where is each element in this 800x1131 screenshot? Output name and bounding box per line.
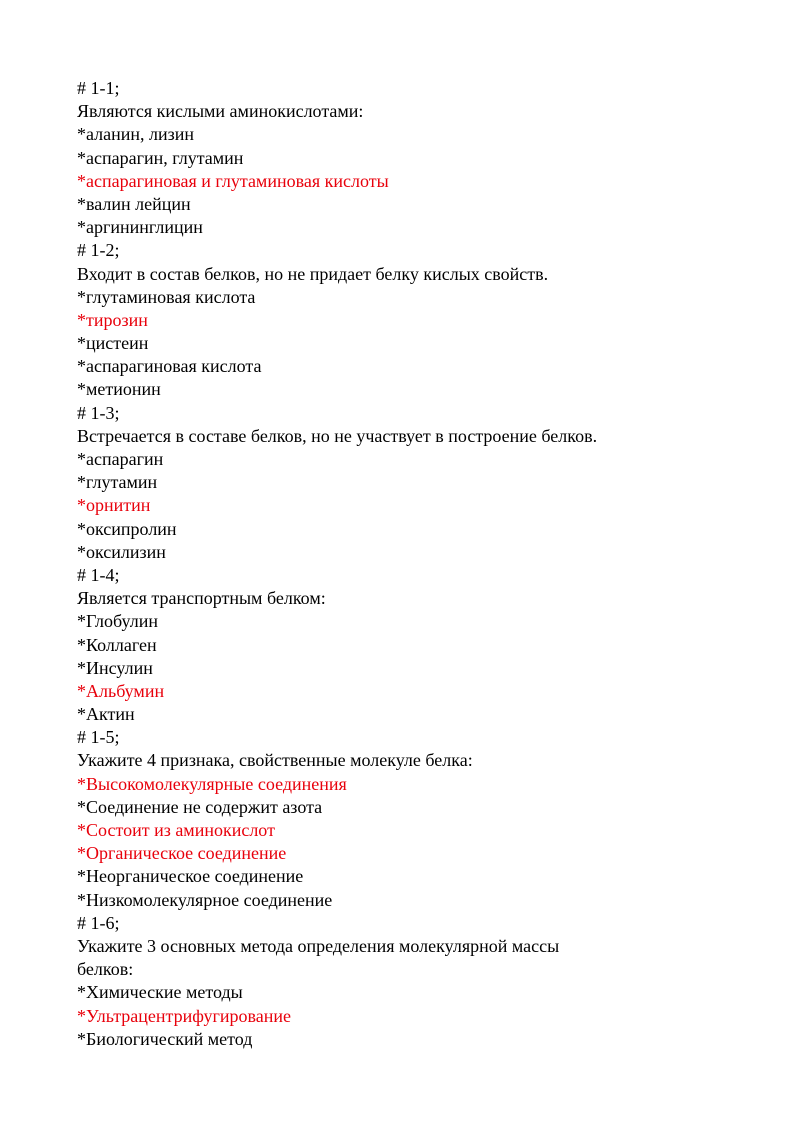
answer-option: *метионин <box>77 379 161 400</box>
answer-option: *аспарагин, глутамин <box>77 147 244 168</box>
question-number: # 1-4; <box>77 564 120 585</box>
answer-option: *цистеин <box>77 333 149 354</box>
answer-option: *оксилизин <box>77 541 166 562</box>
answer-option: *оксипролин <box>77 518 177 539</box>
document-body <box>77 77 737 1051</box>
answer-option-correct: *Органическое соединение <box>77 843 287 864</box>
answer-option-correct: *Альбумин <box>77 680 165 701</box>
question-text: Входит в состав белков, но не придает белку кислых свойств. <box>77 263 549 284</box>
answer-option: *валин лейцин <box>77 193 191 214</box>
answer-option-correct: *орнитин <box>77 495 151 516</box>
answer-option-correct: *Состоит из аминокислот <box>77 820 275 840</box>
answer-option-correct: *Высокомолекулярные соединения <box>77 773 347 794</box>
question-text: Укажите 3 основных метода определения молекулярной массы <box>77 935 560 956</box>
answer-option: *аспарагин <box>77 449 164 469</box>
question-number: # 1-1; <box>77 78 120 98</box>
answer-option: *Биологический метод <box>77 1028 253 1049</box>
answer-option: *Глобулин <box>77 611 158 632</box>
question-text: Является транспортным белком: <box>77 588 326 609</box>
answer-option: *Актин <box>77 704 135 725</box>
answer-option: *глутамин <box>77 472 158 493</box>
answer-option: *аспарагиновая кислота <box>77 356 262 377</box>
question-number: # 1-5; <box>77 727 120 748</box>
question-text: белков: <box>77 959 134 980</box>
answer-option: *Низкомолекулярное соединение <box>77 889 333 910</box>
question-text: Являются кислыми аминокислотами: <box>77 101 364 122</box>
question-number: # 1-2; <box>77 240 120 261</box>
answer-option: *аргининглицин <box>77 217 203 238</box>
answer-option-correct: *аспарагиновая и глутаминовая кислоты <box>77 170 389 191</box>
answer-option: *Коллаген <box>77 634 157 655</box>
answer-option: *Химические методы <box>77 982 243 1003</box>
answer-option: *Неорганическое соединение <box>77 866 304 887</box>
question-text: Встречается в составе белков, но не участвует в построение белков. <box>77 425 598 446</box>
question-number: # 1-3; <box>77 402 120 423</box>
answer-option-correct: *Ультрацентрифугирование <box>77 1005 292 1026</box>
answer-option: *Инсулин <box>77 657 153 678</box>
answer-option: *аланин, лизин <box>77 124 195 145</box>
answer-option-correct: *тирозин <box>77 309 148 330</box>
answer-option: *глутаминовая кислота <box>77 286 256 307</box>
answer-option: *Соединение не содержит азота <box>77 796 323 817</box>
question-number: # 1-6; <box>77 912 120 933</box>
question-text: Укажите 4 признака, свойственные молекуле белка: <box>77 750 473 771</box>
